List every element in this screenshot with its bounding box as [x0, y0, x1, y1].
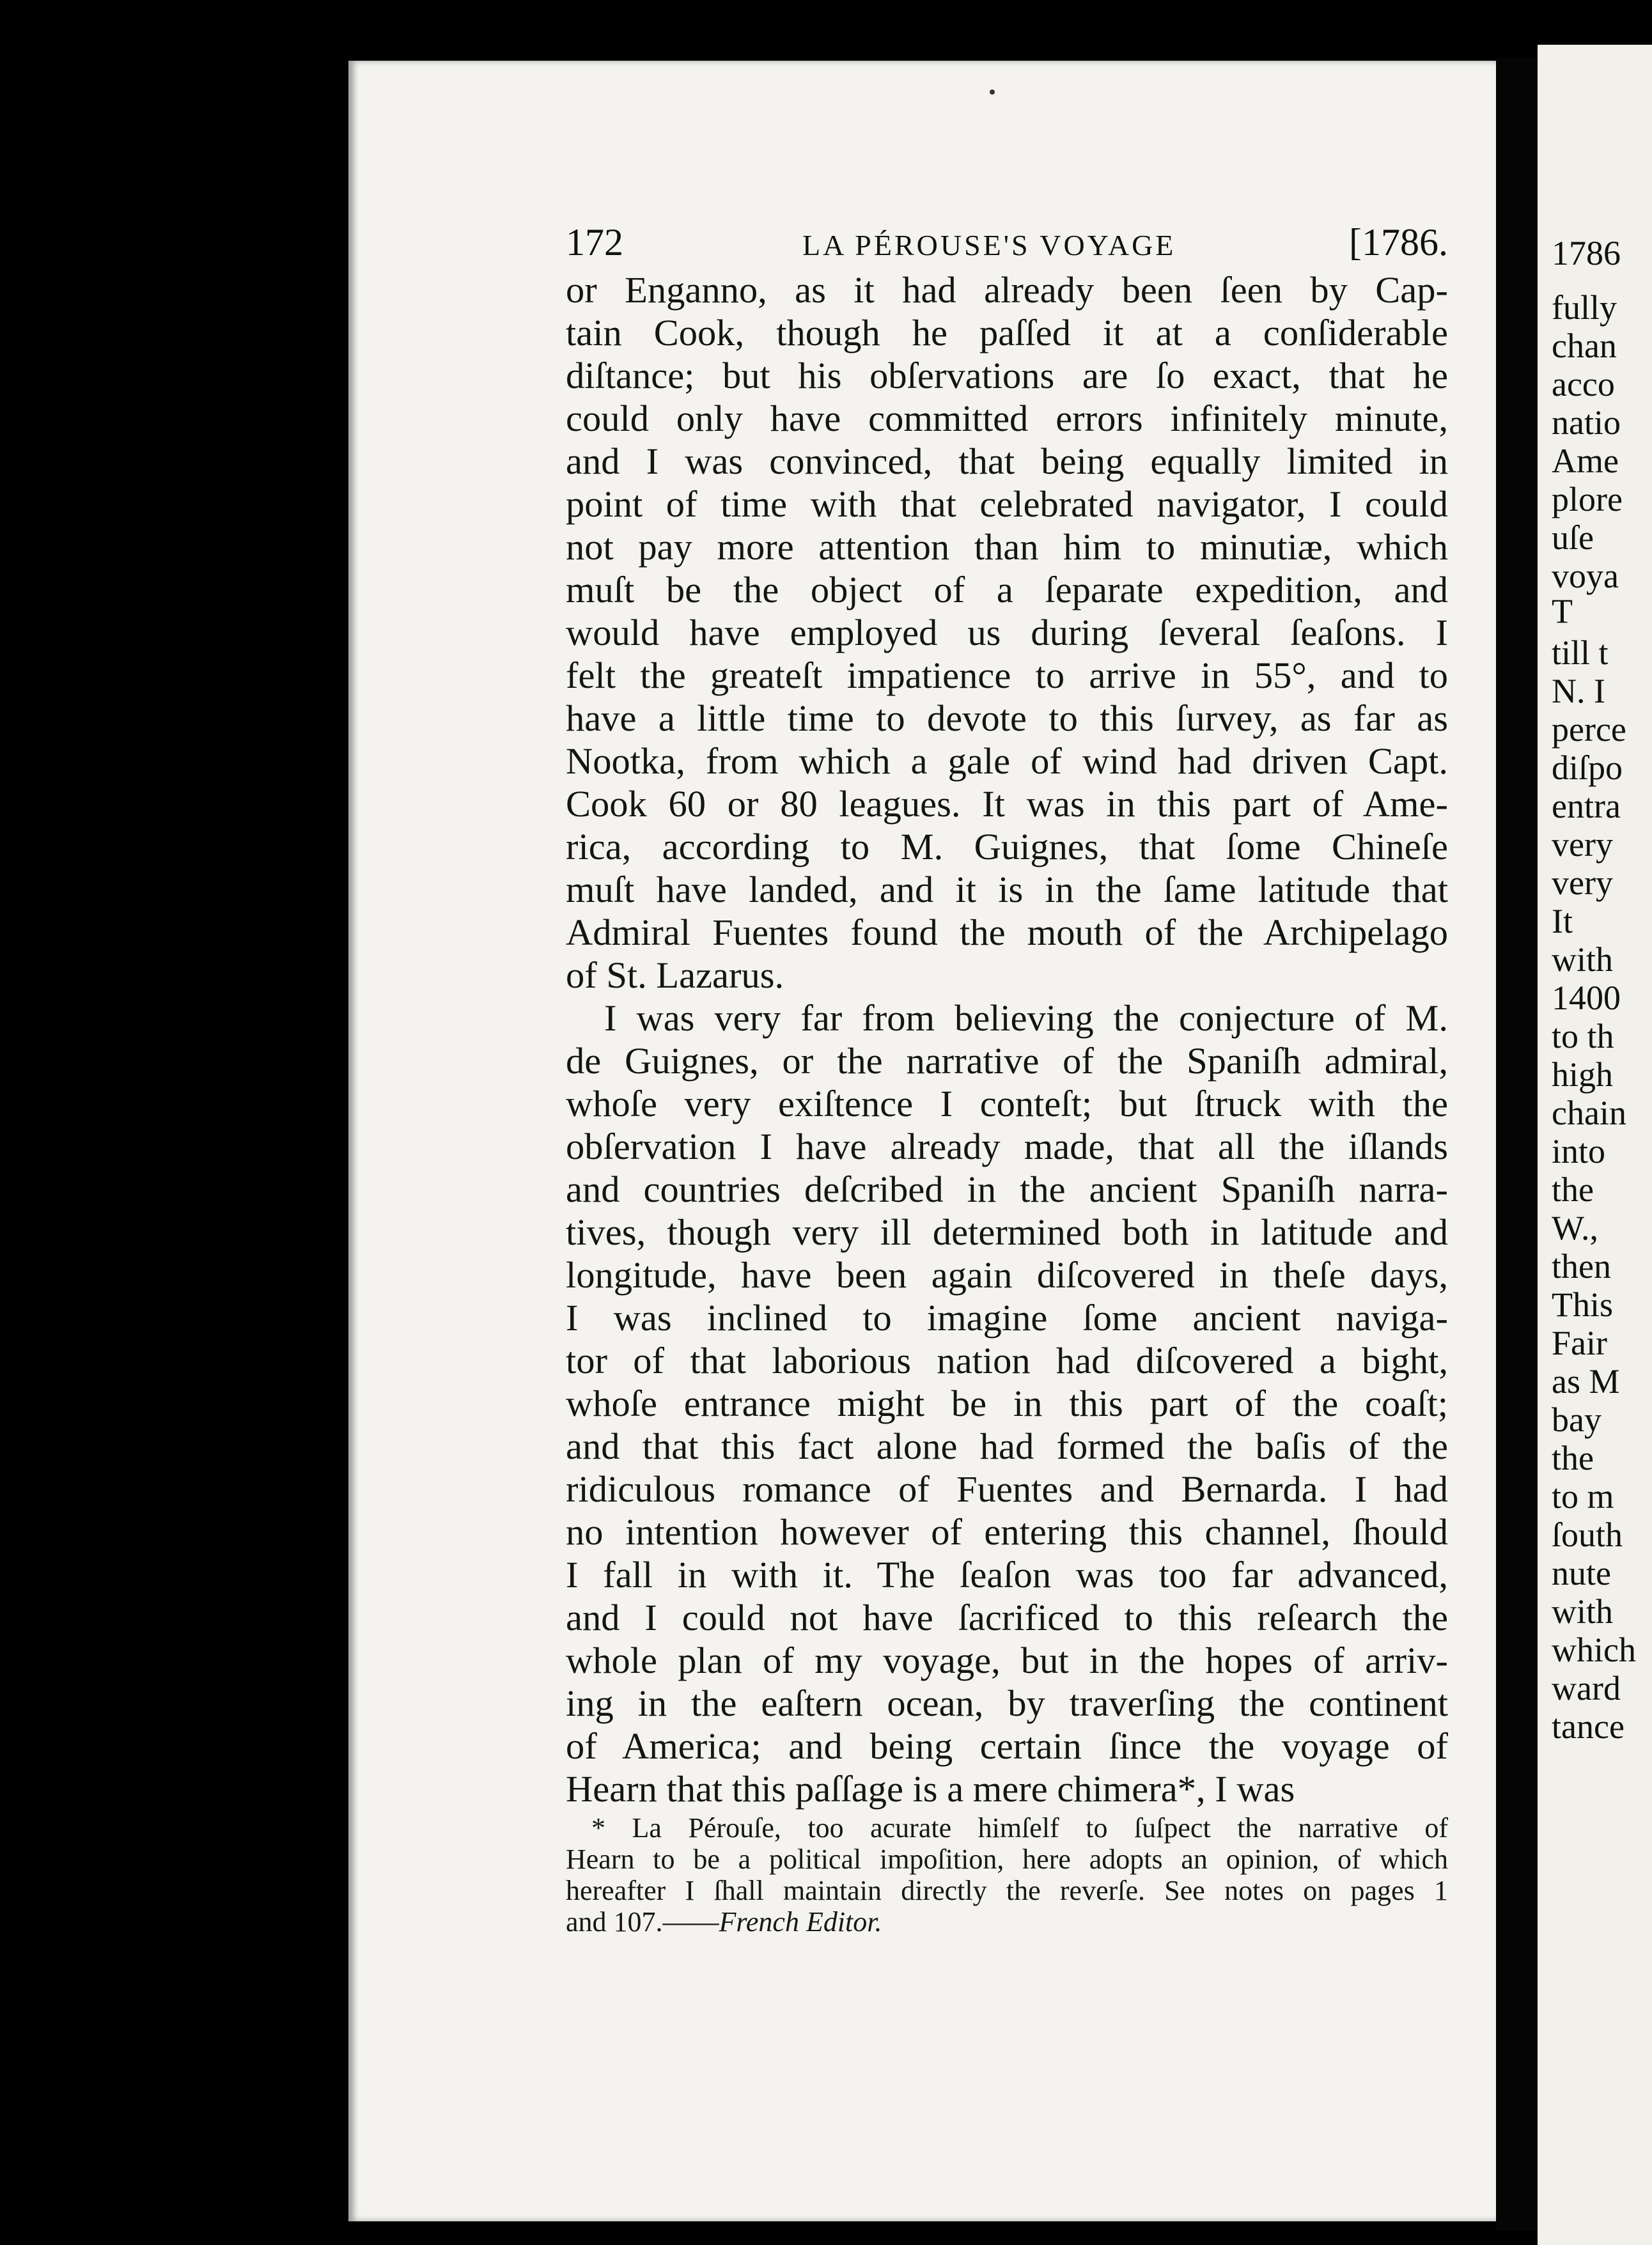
text-line: whoſe very exiſtence I conteſt; but ſtruck with the [566, 1083, 1448, 1124]
next-page-fragment: tance [1552, 1707, 1625, 1746]
page-header [566, 221, 1448, 272]
text-line: Cook 60 or 80 leagues. It was in this part of Ame- [566, 783, 1448, 825]
text-line: and that this fact alone had formed the baſis of the [566, 1425, 1448, 1467]
next-page-fragment: chan [1552, 327, 1617, 365]
text-line: have a little time to devote to this ſurvey, as far as [566, 697, 1448, 739]
next-page-fragment: W., [1552, 1209, 1599, 1247]
text-line: whoſe entrance might be in this part of the coaſt; [566, 1383, 1448, 1424]
text-line: not pay more attention than him to minutiæ, which [566, 526, 1448, 568]
next-page-fragment: bay [1552, 1401, 1601, 1439]
next-page-fragment: with [1552, 1592, 1614, 1631]
text-line: and countries deſcribed in the ancient Spaniſh narra- [566, 1169, 1448, 1210]
text-line: rica, according to M. Guignes, that ſome Chineſe [566, 826, 1448, 867]
text-line: obſervation I have already made, that all the iſlands [566, 1126, 1448, 1167]
text-line: Hearn that this paſſage is a mere chimera*, I was [566, 1768, 1295, 1810]
next-page-fragment: It [1552, 902, 1573, 940]
text-line: could only have committed errors infinitely minute, [566, 398, 1448, 439]
text-line: tor of that laborious nation had diſcovered a bight, [566, 1340, 1448, 1381]
text-line: would have employed us during ſeveral ſeaſons. I [566, 612, 1448, 653]
next-page-fragment: till t [1552, 633, 1609, 672]
text-line: felt the greateſt impatience to arrive in 55°, and to [566, 655, 1448, 696]
next-page-fragment: which [1552, 1631, 1636, 1669]
text-line: longitude, have been again diſcovered in theſe days, [566, 1254, 1448, 1296]
next-page-fragment: to m [1552, 1477, 1614, 1516]
next-page-fragment: 1400 [1552, 979, 1621, 1017]
next-page-fragment: perce [1552, 710, 1626, 749]
next-page-edge [1538, 45, 1652, 2245]
footnote-editor: French Editor. [719, 1906, 882, 1938]
next-page-fragment: chain [1552, 1094, 1626, 1132]
next-page-fragment: This [1552, 1286, 1614, 1324]
next-page-fragment: natio [1552, 403, 1621, 442]
next-page-fragment: very [1552, 825, 1613, 864]
text-line: no intention however of entering this channel, ſhould [566, 1511, 1448, 1553]
next-page-fragment: fully [1552, 288, 1617, 327]
next-page-fragment: then [1552, 1247, 1611, 1286]
text-line: point of time with that celebrated navigator, I could [566, 483, 1448, 525]
next-page-fragment: voya [1552, 557, 1619, 595]
next-page-fragment: to th [1552, 1017, 1614, 1055]
text-line: I was inclined to imagine ſome ancient naviga- [566, 1297, 1448, 1339]
footnote-line-tail: and 107.—— [566, 1906, 719, 1938]
next-page-fragment: the [1552, 1439, 1594, 1477]
page-number: 172 [566, 221, 623, 263]
footnote-line: hereafter I ſhall maintain directly the reverſe. See notes on pages 1 [566, 1875, 1448, 1906]
next-page-fragment: ſouth [1552, 1516, 1623, 1554]
text-line: of St. Lazarus. [566, 954, 784, 996]
footnote-line: Hearn to be a political impoſition, here adopts an opinion, of which [566, 1844, 1448, 1875]
next-page-fragment: nute [1552, 1554, 1611, 1592]
next-page-fragment: with [1552, 940, 1614, 979]
footnote-line: * La Pérouſe, too acurate himſelf to ſuſpect the narrative of [591, 1812, 1448, 1844]
text-line: or Enganno, as it had already been ſeen by Cap- [566, 269, 1448, 311]
text-line: whole plan of my voyage, but in the hopes of arriv- [566, 1640, 1448, 1681]
text-line: I fall in with it. The ſeaſon was too far advanced, [566, 1554, 1448, 1596]
text-line: and I was convinced, that being equally limited in [566, 440, 1448, 482]
text-line: I was very far from believing the conjecture of M. [604, 997, 1448, 1039]
footnote [566, 1812, 1448, 1938]
next-page-fragment: the [1552, 1170, 1594, 1209]
text-line: Admiral Fuentes found the mouth of the Archipelago [566, 912, 1448, 953]
text-line: and I could not have ſacrificed to this reſearch the [566, 1597, 1448, 1638]
next-page-fragment: N. I [1552, 672, 1605, 710]
next-page-fragment: as M [1552, 1362, 1620, 1401]
text-line: tives, though very ill determined both in latitude and [566, 1211, 1448, 1253]
text-line: Nootka, from which a gale of wind had driven Capt. [566, 740, 1448, 782]
footnote-line-last [566, 1906, 1448, 1938]
next-page-fragment: Ame [1552, 442, 1619, 480]
text-line: muſt be the object of a ſeparate expedition, and [566, 569, 1448, 610]
text-line: muſt have landed, and it is in the ſame latitude that [566, 869, 1448, 910]
header-year: [1786. [1349, 221, 1448, 263]
book-gutter [1496, 58, 1538, 2231]
next-page-fragment: 1786 [1552, 234, 1621, 272]
next-page-fragment: diſpo [1552, 749, 1623, 787]
text-line: de Guignes, or the narrative of the Spaniſh admiral, [566, 1040, 1448, 1082]
next-page-fragment: uſe [1552, 518, 1594, 557]
next-page-fragment: T [1552, 592, 1573, 630]
next-page-fragment: plore [1552, 480, 1623, 518]
text-line: ridiculous romance of Fuentes and Bernarda. I had [566, 1468, 1448, 1510]
text-line: diſtance; but his obſervations are ſo exact, that he [566, 355, 1448, 396]
next-page-fragment: into [1552, 1132, 1606, 1170]
next-page-fragment: ward [1552, 1669, 1621, 1707]
next-page-fragment: Fair [1552, 1324, 1607, 1362]
next-page-fragment: high [1552, 1055, 1614, 1094]
text-line: tain Cook, though he paſſed it at a conſiderable [566, 312, 1448, 353]
body-text [566, 268, 1448, 1810]
next-page-fragment: very [1552, 864, 1613, 902]
text-line: of America; and being certain ſince the voyage of [566, 1725, 1448, 1767]
next-page-fragment: entra [1552, 787, 1621, 825]
running-title: LA PÉROUSE'S VOYAGE [802, 229, 1176, 261]
paper-speck [990, 89, 995, 95]
text-line: ing in the eaſtern ocean, by traverſing the continent [566, 1682, 1448, 1724]
next-page-fragment: acco [1552, 365, 1615, 403]
